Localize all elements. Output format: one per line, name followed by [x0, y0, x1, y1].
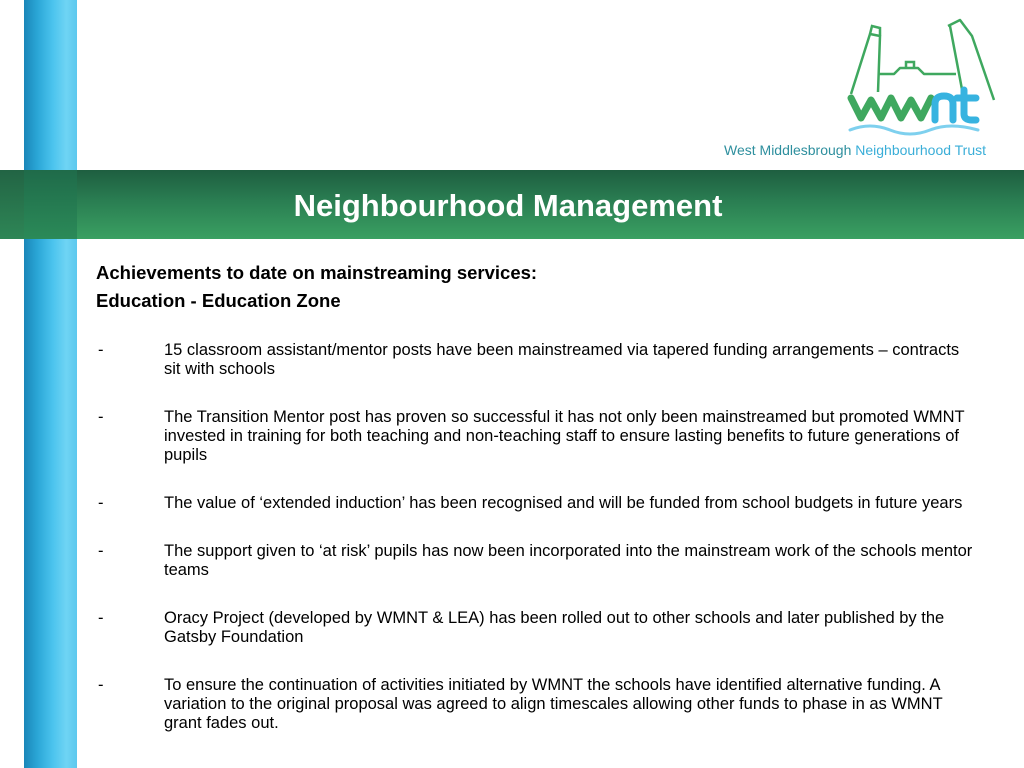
logo-left-tower [851, 34, 880, 94]
logo-caption-west-middlesbrough: West Middlesbrough [724, 142, 852, 158]
logo-letter-n [935, 96, 953, 120]
list-item-text: The Transition Mentor post has proven so successful it has not only been mainstreamed but promoted WMNT invested in training for both teaching and non-teaching staff to ensure lasting benefits to future generations of pupils [164, 408, 965, 464]
heading-line-achievements: Achievements to date on mainstreaming services: [96, 262, 538, 283]
list-item-text: The value of ‘extended induction’ has been recognised and will be funded from school budgets in future years [164, 494, 963, 512]
bullet-dash: - [98, 494, 104, 512]
logo-caption-neighbourhood-trust: Neighbourhood Trust [855, 142, 987, 158]
list-item [96, 408, 976, 465]
wmnt-logo-icon [720, 12, 1010, 162]
logo-caption [724, 141, 986, 159]
bullet-dash: - [98, 341, 104, 359]
bullet-dash: - [98, 408, 104, 426]
list-item [96, 494, 976, 513]
bullet-dash: - [98, 609, 104, 627]
list-item-text: Oracy Project (developed by WMNT & LEA) has been rolled out to other schools and later published by the Gatsby Foundation [164, 609, 945, 646]
list-item [96, 542, 976, 580]
list-item [96, 341, 976, 379]
slide-title: Neighbourhood Management [293, 188, 723, 223]
bullet-dash: - [98, 542, 104, 560]
list-item-text: The support given to ‘at risk’ pupils has now been incorporated into the mainstream work of the schools mentor teams [164, 542, 973, 579]
bullet-dash: - [98, 676, 104, 694]
logo-right-tower [948, 20, 994, 100]
logo-letters-wm [851, 98, 931, 118]
logo-letter-t [957, 90, 976, 120]
list-item-text: To ensure the continuation of activities initiated by WMNT the schools have identified alternative funding. A variation to the original proposal was agreed to align timescales allowing other funds to phase in as WMNT grant fades out. [164, 676, 943, 732]
heading-line-education-zone: Education - Education Zone [96, 290, 341, 311]
list-item-text: 15 classroom assistant/mentor posts have been mainstreamed via tapered funding arrangements – contracts sit with schools [164, 341, 960, 378]
section-heading [96, 259, 537, 315]
logo-water-wave [850, 126, 978, 134]
list-item [96, 676, 976, 733]
logo-bridge-deck [878, 68, 956, 74]
list-item [96, 609, 976, 647]
achievements-list [96, 341, 976, 762]
left-accent-bar [24, 0, 77, 768]
